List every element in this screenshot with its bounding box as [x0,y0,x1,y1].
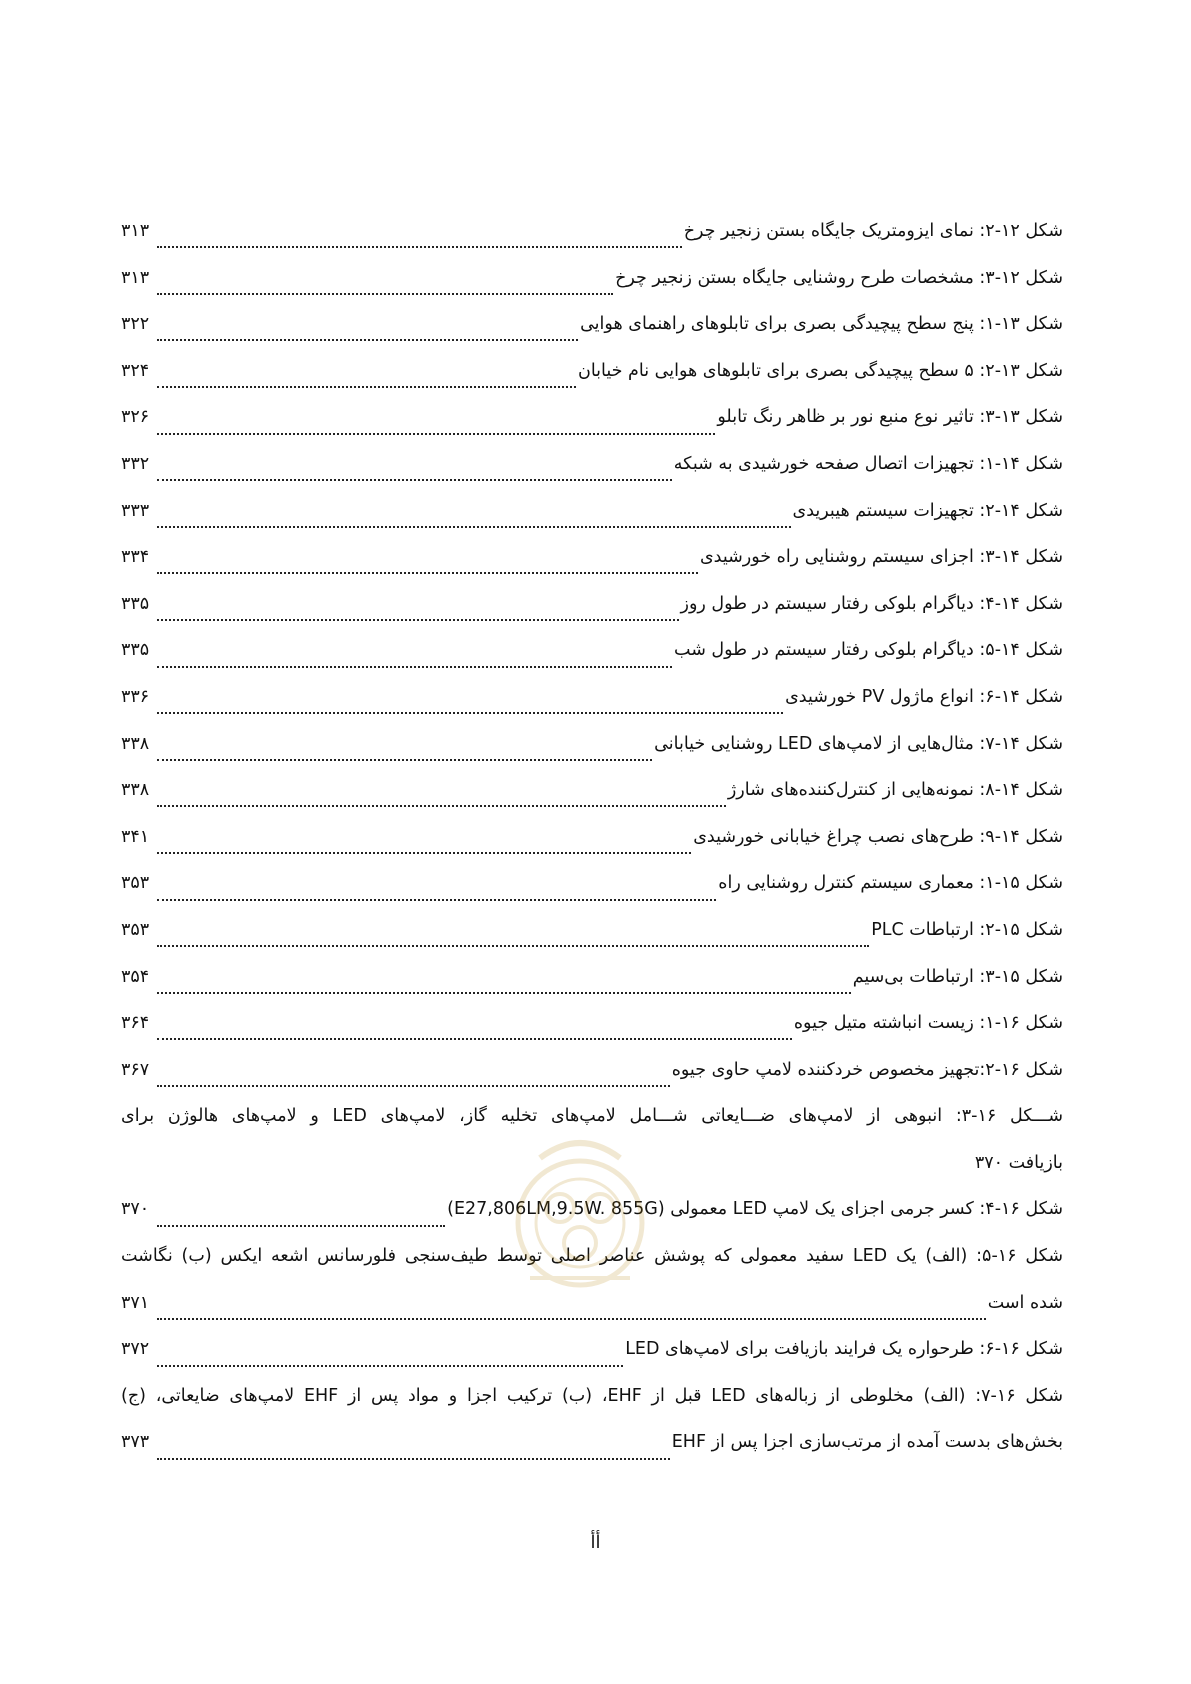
entry-label: شکل ۱۶-۲:تجهیز مخصوص خردکننده لامپ حاوی جیوه [671,1059,1063,1080]
toc-entry[interactable] [121,915,1063,962]
entry-page-number: ۳۶۴ [121,1013,150,1034]
entry-page-number: ۳۳۸ [121,780,150,801]
entry-page-number: ۳۷۲ [121,1339,150,1360]
toc-entry-tail [121,1288,1063,1335]
entry-label: شکل ۱۳-۳: تاثیر نوع منبع نور بر ظاهر رنگ تابلو [717,407,1063,428]
entry-label-line: شکل ۱۶-۷: (الف) مخلوطی از زباله‌های LED قبل از EHF، (ب) ترکیب اجزا و مواد پس از EHF لامپ‌های ضایعاتی، (ج) [121,1385,1063,1406]
dot-leader [157,1316,986,1320]
dot-leader [157,1036,792,1040]
dot-leader [157,850,691,854]
entry-page-number: ۳۲۲ [121,314,150,335]
toc-entry[interactable] [121,682,1063,729]
dot-leader [157,990,851,994]
dot-leader [157,897,716,901]
entry-label: شکل ۱۲-۲: نمای ایزومتریک جایگاه بستن زنجیر چرخ [683,221,1063,241]
entry-page-number: ۳۶۷ [121,1059,150,1080]
toc-entry-wrapped[interactable] [121,1241,1063,1334]
toc-entry[interactable] [121,1055,1063,1102]
dot-leader [157,757,652,761]
entry-label: شکل ۱۶-۴: کسر جرمی اجزای یک لامپ LED معمولی (E27,806LM,9.5W. 855G) [447,1199,1063,1220]
entry-label: بخش‌های بدست آمده از مرتب‌سازی اجزا پس از EHF [671,1432,1063,1453]
page-number: أأ [590,1532,601,1553]
entry-label: شکل ۱۳-۱: پنج سطح پیچیدگی بصری برای تابلوهای راهنمای هوایی [580,314,1063,335]
entry-page-number: ۳۷۳ [121,1432,150,1453]
toc-entry-tail [121,1427,1063,1474]
toc-entry[interactable] [121,449,1063,496]
toc-entry-wrapped[interactable] [121,1101,1063,1194]
dot-leader [157,664,672,668]
entry-label: شکل ۱۶-۱: زیست انباشته متیل جیوه [793,1013,1063,1034]
entry-label: شکل ۱۴-۸: نمونه‌هایی از کنترل‌کننده‌های شارژ [727,780,1063,801]
entry-label: شکل ۱۴-۵: دیاگرام بلوکی رفتار سیستم در طول شب [674,640,1063,661]
dot-leader [157,803,726,807]
dot-leader [157,1083,670,1087]
entry-label: شکل ۱۴-۲: تجهیزات سیستم هیبریدی [792,500,1063,521]
toc-entry[interactable] [121,775,1063,822]
entry-label: شکل ۱۶-۶: طرحواره یک فرایند بازیافت برای لامپ‌های LED [625,1339,1063,1360]
entry-label: شکل ۱۴-۳: اجزای سیستم روشنایی راه خورشیدی [699,547,1063,568]
dot-leader [157,1223,445,1227]
entry-label: شکل ۱۵-۲: ارتباطات PLC [871,919,1063,940]
dot-leader [157,524,791,528]
entry-label: شکل ۱۴-۶: انواع ماژول PV خورشیدی [785,686,1063,707]
entry-label: شکل ۱۴-۴: دیاگرام بلوکی رفتار سیستم در طول روز [680,593,1063,614]
toc-entry-wrapped[interactable] [121,1381,1063,1474]
toc-entry[interactable] [121,1194,1063,1241]
entry-label: شکل ۱۵-۳: ارتباطات بی‌سیم [852,966,1063,987]
entry-page-number: ۳۲۴ [121,360,150,381]
entry-label: شکل ۱۴-۱: تجهیزات اتصال صفحه خورشیدی به شبکه [673,453,1063,474]
toc-entry[interactable] [121,263,1063,310]
entry-page-number: ۳۳۸ [121,733,150,754]
entry-page-number: ۳۳۴ [121,547,150,568]
page-footer [0,1532,1191,1553]
entry-label: شکل ۱۴-۹: طرح‌های نصب چراغ خیابانی خورشیدی [693,826,1063,847]
entry-page-number: ۳۷۱ [121,1292,150,1313]
toc-entry[interactable] [121,356,1063,403]
entry-page-number: ۳۳۶ [121,686,150,707]
dot-leader [157,1456,670,1460]
entry-label-line: شـــکل ۱۶-۳: انبوهی از لامپ‌های ضـــایعاتی شـــامل لامپ‌های تخلیه گاز، لامپ‌های LED و لامپ‌های هالوژن برای [121,1106,1063,1127]
entry-page-number: ۳۲۶ [121,407,150,428]
entry-label: شکل ۱۴-۷: مثال‌هایی از لامپ‌های LED روشنایی خیابانی [654,733,1063,754]
toc-entry[interactable] [121,729,1063,776]
toc-entry[interactable] [121,635,1063,682]
entry-label-line: بازیافت ۳۷۰ [974,1152,1063,1173]
dot-leader [157,291,613,295]
dot-leader [157,570,698,574]
dot-leader [157,617,679,621]
toc-entry[interactable] [121,402,1063,449]
dot-leader [157,244,682,248]
entry-page-number: ۳۴۱ [121,826,150,847]
entry-page-number: ۳۱۳ [121,267,150,288]
toc-entry[interactable] [121,542,1063,589]
entry-page-number: ۳۳۳ [121,500,150,521]
entry-label: شکل ۱۵-۱: معماری سیستم کنترل روشنایی راه [718,873,1063,894]
entry-label-line: شکل ۱۶-۵: (الف) یک LED سفید معمولی که پوشش عناصر اصلی توسط طیف‌سنجی فلورسانس اشعه ایکس (ب) نگاشت [121,1246,1063,1267]
toc-entry[interactable] [121,589,1063,636]
dot-leader [157,477,672,481]
dot-leader [157,384,576,388]
entry-page-number: ۳۳۵ [121,593,150,614]
dot-leader [157,431,715,435]
toc-entry[interactable] [121,1008,1063,1055]
entry-page-number: ۳۳۲ [121,453,150,474]
toc-entry[interactable] [121,868,1063,915]
toc-entry[interactable] [121,309,1063,356]
entry-page-number: ۳۵۳ [121,873,150,894]
dot-leader [157,337,578,341]
toc-entry[interactable] [121,496,1063,543]
entry-page-number: ۳۵۴ [121,966,150,987]
toc-entry[interactable] [121,216,1063,263]
entry-label: شکل ۱۲-۳: مشخصات طرح روشنایی جایگاه بستن زنجیر چرخ [615,267,1063,288]
dot-leader [157,710,783,714]
entry-page-number: ۳۱۳ [121,221,150,241]
toc-entry[interactable] [121,962,1063,1009]
entry-page-number: ۳۳۵ [121,640,150,661]
entry-label: شکل ۱۳-۲: ۵ سطح پیچیدگی بصری برای تابلوهای هوایی نام خیابان [578,360,1063,381]
dot-leader [157,1363,623,1367]
entry-page-number: ۳۵۳ [121,919,150,940]
toc-entry[interactable] [121,1334,1063,1381]
entry-label: شده است [987,1292,1063,1313]
list-of-figures [121,216,1063,1474]
dot-leader [157,943,869,947]
toc-entry[interactable] [121,822,1063,869]
entry-page-number: ۳۷۰ [121,1199,150,1220]
